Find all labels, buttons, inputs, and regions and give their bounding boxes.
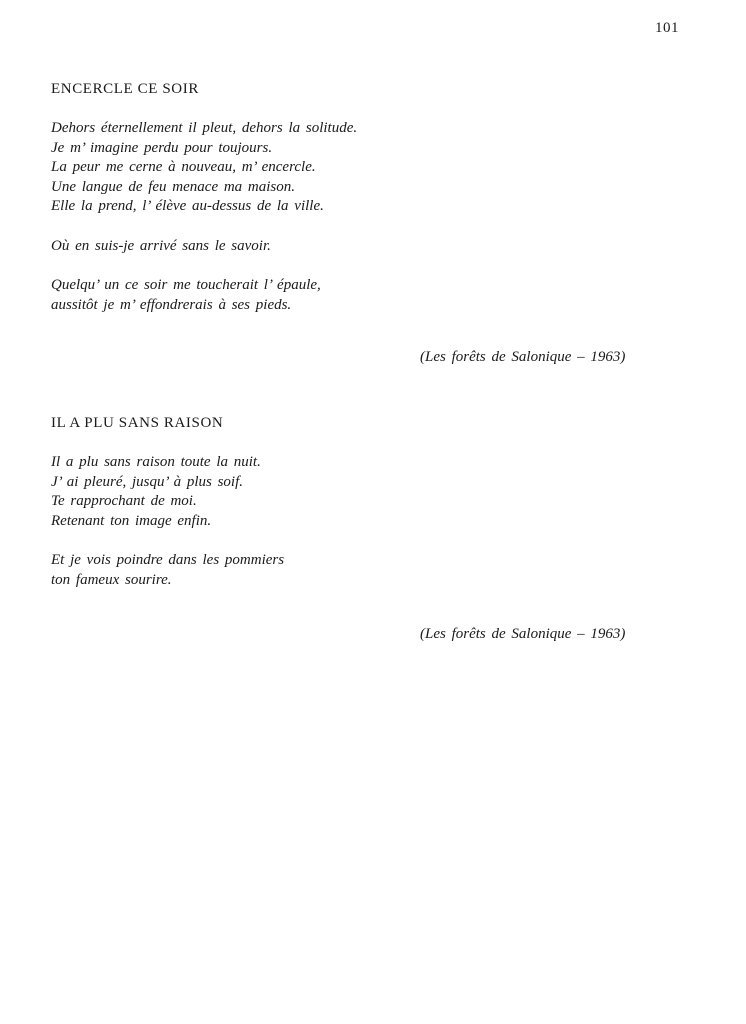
poem-title: IL A PLU SANS RAISON [51, 415, 224, 431]
verse-line: Il a plu sans raison toute la nuit. [51, 454, 261, 470]
poem-encercle-ce-soir [51, 81, 671, 315]
stanza [51, 237, 671, 257]
poem-source-citation: (Les forêts de Salonique – 1963) [420, 349, 626, 365]
stanza [51, 276, 671, 315]
verse-line: Une langue de feu menace ma maison. [51, 178, 296, 195]
verse-line: Quelqu’ un ce soir me toucherait l’ épaule, [51, 277, 321, 293]
verse-line: Elle la prend, l’ élève au-dessus de la ville. [51, 198, 324, 214]
verse-line: ton fameux sourire. [51, 571, 172, 588]
poem-source-citation: (Les forêts de Salonique – 1963) [420, 626, 626, 642]
verse-line: aussitôt je m’ effondrerais à ses pieds. [51, 296, 292, 313]
verse-line: J’ ai pleuré, jusqu’ à plus soif. [51, 473, 243, 490]
verse-line: Retenant ton image enfin. [51, 512, 212, 529]
page-number: 101 [655, 20, 679, 36]
stanza [51, 453, 671, 531]
verse-line: Où en suis-je arrivé sans le savoir. [51, 237, 271, 254]
verse-line: Te rapprochant de moi. [51, 493, 197, 509]
poem-il-a-plu-sans-raison [51, 415, 671, 590]
verse-line: La peur me cerne à nouveau, m’ encercle. [51, 159, 316, 175]
verse-line: Je m’ imagine perdu pour toujours. [51, 139, 273, 156]
stanza [51, 551, 671, 590]
stanza [51, 119, 671, 217]
poem-title: ENCERCLE CE SOIR [51, 81, 199, 97]
verse-line: Dehors éternellement il pleut, dehors la solitude. [51, 120, 358, 136]
verse-line: Et je vois poindre dans les pommiers [51, 552, 285, 568]
